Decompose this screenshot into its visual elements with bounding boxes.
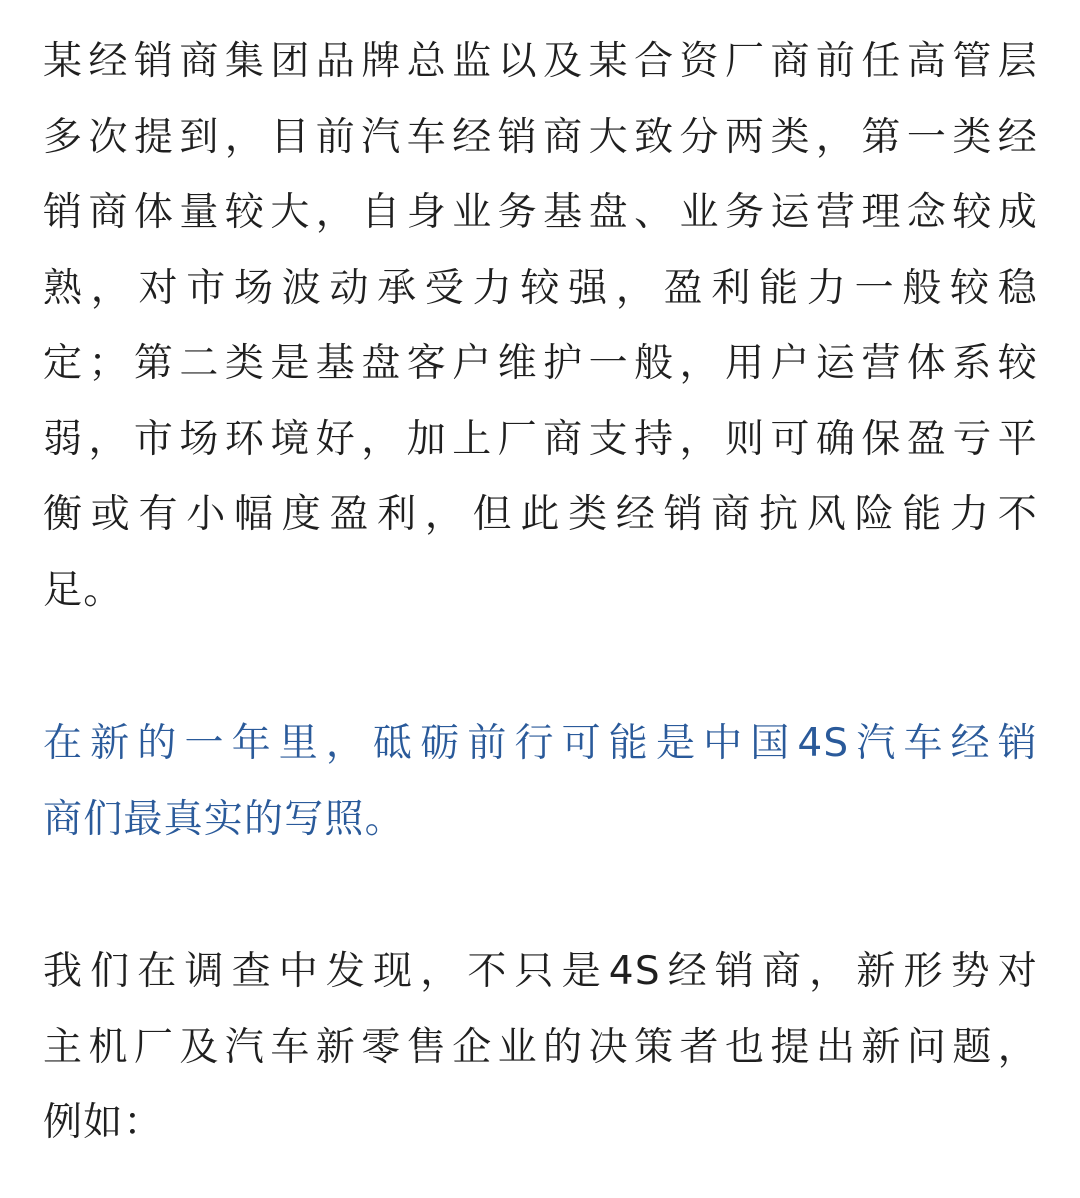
text-line: 弱，市场环境好，加上厂商支持，则可确保盈亏平 [43,416,1038,462]
text-line: 某经销商集团品牌总监以及某合资厂商前任高管层 [43,39,1038,84]
text-line: 足。 [43,567,124,613]
highlight-line: 商们最真实的写照。 [43,796,405,842]
paragraph-spacer [43,857,1038,934]
paragraph-spacer [43,628,1038,706]
text-line: 主机厂及汽车新零售企业的决策者也提出新问题， [43,1024,1038,1070]
text-line: 定；第二类是基盘客户维护一般，用户运营体系较 [43,341,1038,386]
text-line: 衡或有小幅度盈利，但此类经销商抗风险能力不 [43,492,1038,537]
text-line: 我们在调查中发现，不只是4S经销商，新形势对 [43,949,1038,994]
highlight-line: 在新的一年里，砥砺前行可能是中国4S汽车经销 [43,721,1038,766]
article-body [43,24,1038,1161]
text-line: 熟，对市场波动承受力较强，盈利能力一般较稳 [43,265,1038,311]
text-line: 多次提到，目前汽车经销商大致分两类，第一类经 [43,114,1038,160]
paragraph-highlight [43,706,1038,857]
text-line: 例如： [43,1100,164,1145]
paragraph-dealer-categories [43,24,1038,628]
text-line: 销商体量较大，自身业务基盘、业务运营理念较成 [43,190,1038,235]
paragraph-new-questions [43,934,1038,1161]
